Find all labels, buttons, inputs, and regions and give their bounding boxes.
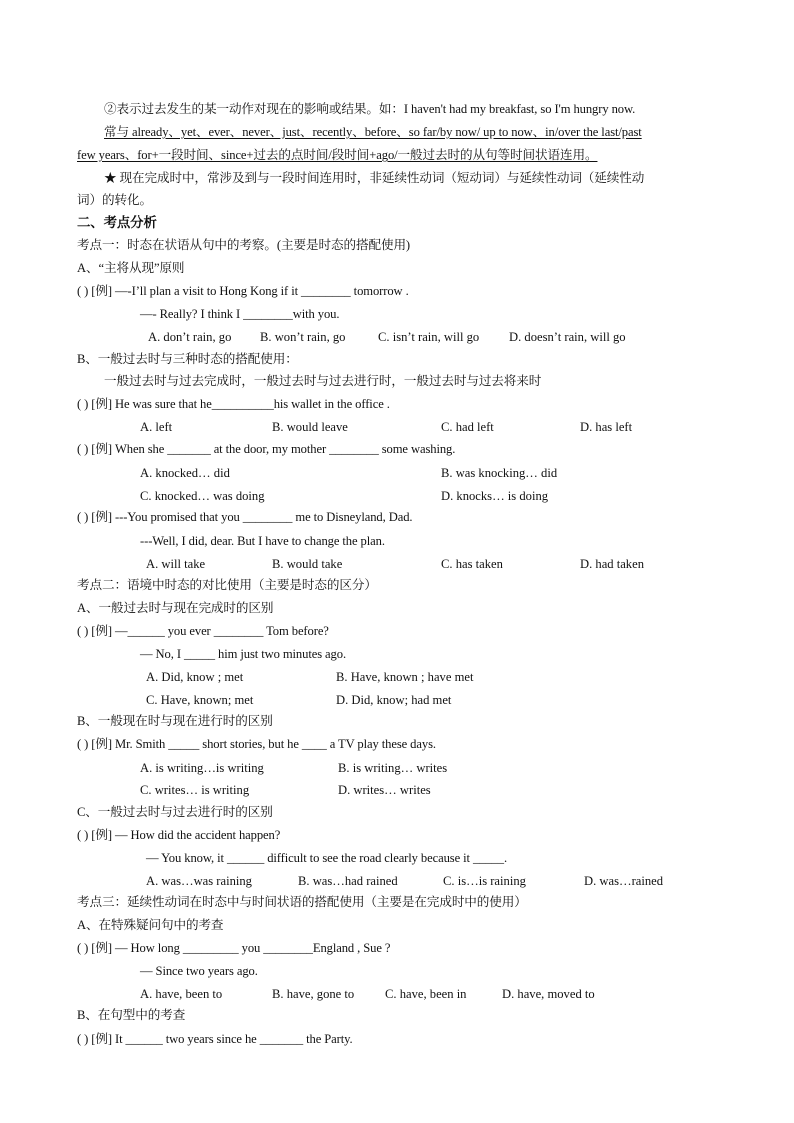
option: B. would take — [272, 557, 343, 571]
text-line: 一般过去时与过去完成时，一般过去时与过去进行时，一般过去时与过去将来时 — [104, 374, 542, 388]
option: C. had left — [441, 420, 494, 434]
option: A. left — [140, 420, 173, 434]
option: A. don’t rain, go — [148, 330, 232, 344]
text-line: 考点二：语境中时态的对比使用（主要是时态的区分） — [77, 578, 377, 592]
option: C. Have, known; met — [146, 693, 254, 707]
option: D. had taken — [580, 557, 644, 571]
text-line: B、一般过去时与三种时态的搭配使用： — [77, 352, 298, 366]
option: C. knocked… was doing — [140, 489, 265, 503]
text-line: 常与 already、yet、ever、never、just、recently、before、so far/by now/ up to now、in/over the last/past — [104, 125, 642, 139]
option: A. knocked… did — [140, 466, 230, 480]
question-line: — You know, it ______ difficult to see the road clearly because it _____. — [146, 851, 507, 865]
question-line: ( ) [例] When she _______ at the door, my mother ________ some washing. — [77, 442, 456, 456]
option: D. doesn’t rain, will go — [509, 330, 626, 344]
text-line: C、一般过去时与过去进行时的区别 — [77, 805, 273, 819]
text-line: B、在句型中的考查 — [77, 1008, 186, 1022]
option: C. isn’t rain, will go — [378, 330, 480, 344]
question-line: — Since two years ago. — [140, 964, 258, 978]
text-line: 考点一：时态在状语从句中的考察。(主要是时态的搭配使用) — [77, 238, 411, 252]
option: A. was…was raining — [146, 874, 252, 888]
option: A. Did, know ; met — [146, 670, 244, 684]
text-line: ②表示过去发生的某一动作对现在的影响或结果。如：I haven't had my breakfast, so I'm hungry now. — [104, 102, 636, 116]
question-line: ( ) [例] ---You promised that you ________ me to Disneyland, Dad. — [77, 510, 413, 524]
text-line: B、一般现在时与现在进行时的区别 — [77, 714, 273, 728]
question-line: ( ) [例] He was sure that he__________his wallet in the office . — [77, 397, 390, 411]
option: B. would leave — [272, 420, 348, 434]
text-line: A、一般过去时与现在完成时的区别 — [77, 601, 274, 615]
question-line: ( ) [例] It ______ two years since he _______ the Party. — [77, 1032, 353, 1046]
option: C. writes… is writing — [140, 783, 250, 797]
option: D. writes… writes — [338, 783, 431, 797]
question-line: — No, I _____ him just two minutes ago. — [140, 647, 346, 661]
question-line: ( ) [例] — How did the accident happen? — [77, 828, 281, 842]
text-line: A、在特殊疑问句中的考查 — [77, 918, 224, 932]
question-line: ---Well, I did, dear. But I have to change the plan. — [140, 534, 385, 548]
option: B. Have, known ; have met — [336, 670, 474, 684]
question-line: ( ) [例] —______ you ever ________ Tom before? — [77, 624, 329, 638]
option: C. is…is raining — [443, 874, 526, 888]
option: B. is writing… writes — [338, 761, 448, 775]
text-line: A、“主将从现”原则 — [77, 261, 185, 275]
option: C. has taken — [441, 557, 503, 571]
text-line: ★ 现在完成时中，常涉及到与一段时间连用时，非延续性动词（短动词）与延续性动词（延续性动 — [104, 171, 645, 185]
text-line: 考点三：延续性动词在时态中与时间状语的搭配使用（主要是在完成时中的使用） — [77, 895, 527, 909]
option: D. has left — [580, 420, 633, 434]
option: D. was…rained — [584, 874, 664, 888]
question-line: ( ) [例] Mr. Smith _____ short stories, but he ____ a TV play these days. — [77, 737, 436, 751]
text-line: few years、for+一段时间、since+过去的点时间/段时间+ago/一般过去时的从句等时间状语连用。 — [77, 148, 598, 162]
option: B. was knocking… did — [441, 466, 558, 480]
section-heading: 二、考点分析 — [77, 215, 157, 230]
option: B. was…had rained — [298, 874, 398, 888]
option: D. have, moved to — [502, 987, 595, 1001]
option: B. have, gone to — [272, 987, 355, 1001]
option: A. have, been to — [140, 987, 223, 1001]
option: C. have, been in — [385, 987, 467, 1001]
option: D. Did, know; had met — [336, 693, 452, 707]
question-line: ( ) [例] —-I’ll plan a visit to Hong Kong if it ________ tomorrow . — [77, 284, 409, 298]
option: B. won’t rain, go — [260, 330, 346, 344]
option: A. will take — [146, 557, 206, 571]
question-line: —- Really? I think I ________with you. — [140, 307, 340, 321]
option: A. is writing…is writing — [140, 761, 264, 775]
question-line: ( ) [例] — How long _________ you ________England , Sue ? — [77, 941, 391, 955]
option: D. knocks… is doing — [441, 489, 549, 503]
text-line: 词）的转化。 — [77, 193, 152, 207]
